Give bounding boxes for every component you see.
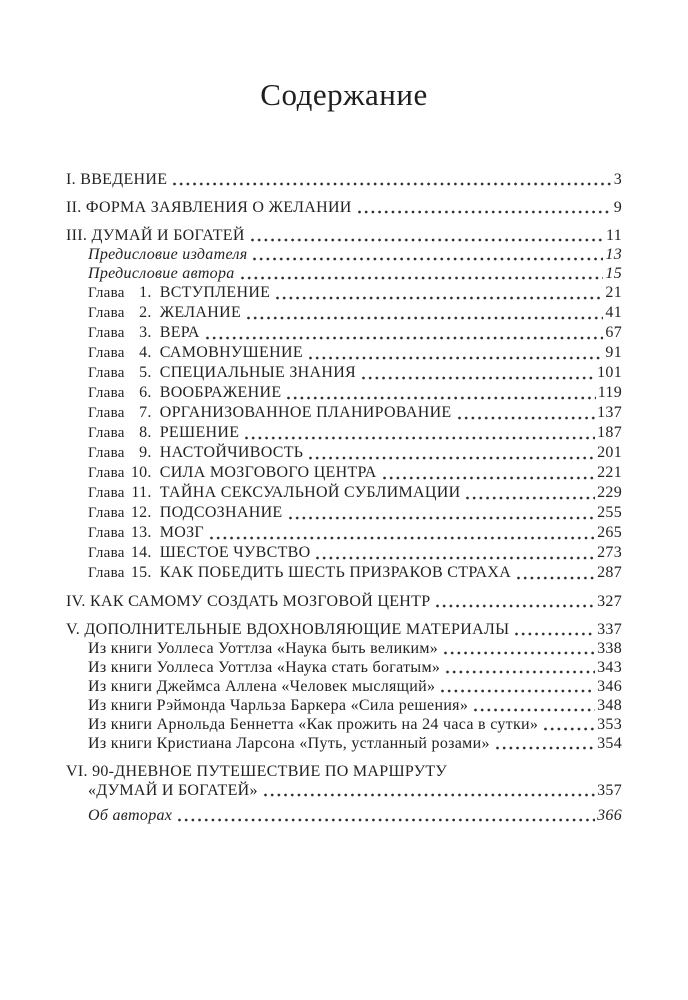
chapter-word: Глава xyxy=(88,305,125,321)
toc-entry-page: 9 xyxy=(613,199,622,216)
dot-leader xyxy=(209,536,595,540)
toc-entry-page: 13 xyxy=(605,246,622,263)
toc-entry-page: 348 xyxy=(597,697,622,714)
toc-entry-preface xyxy=(66,264,622,283)
dot-leader xyxy=(361,376,595,380)
toc-entry-page: 357 xyxy=(597,782,622,799)
chapter-title: МОЗГ xyxy=(159,524,204,541)
toc-entry-page: 15 xyxy=(605,265,622,282)
chapter-word: Глава xyxy=(88,525,125,541)
toc-chapter-label xyxy=(88,563,511,583)
chapter-word: Глава xyxy=(88,445,125,461)
toc-entry-sub xyxy=(66,658,622,677)
toc-entry-section xyxy=(66,226,622,245)
toc-entry-page: 3 xyxy=(613,171,622,188)
dot-leader xyxy=(443,651,595,655)
toc-entry-chapter xyxy=(66,443,622,463)
toc-entry-section xyxy=(66,592,622,611)
dot-leader xyxy=(514,632,595,636)
dot-leader xyxy=(457,416,596,420)
toc-entry-chapter xyxy=(66,543,622,563)
dot-leader xyxy=(275,296,603,300)
toc-entry-page: 287 xyxy=(597,564,622,581)
dot-leader xyxy=(205,336,604,340)
dot-leader xyxy=(240,276,604,280)
toc-entry-label: VI. 90-ДНЕВНОЕ ПУТЕШЕСТВИЕ ПО МАРШРУТУ xyxy=(66,763,448,780)
toc-entry-page: 11 xyxy=(605,227,622,244)
toc-entry-label: Об авторах xyxy=(88,807,173,824)
toc-entry-sub xyxy=(66,639,622,658)
toc-entry-page: 91 xyxy=(605,344,622,361)
toc-chapter-label xyxy=(88,483,460,503)
chapter-number: 9. xyxy=(139,444,152,461)
toc-entry-page: 343 xyxy=(597,659,622,676)
dot-leader xyxy=(445,670,595,674)
toc-list xyxy=(66,170,622,825)
toc-entry-chapter xyxy=(66,383,622,403)
chapter-title: НАСТОЙЧИВОСТЬ xyxy=(159,444,304,461)
toc-entry-label: Предисловие автора xyxy=(88,265,235,282)
dot-leader xyxy=(250,238,604,242)
dot-leader xyxy=(308,456,595,460)
toc-entry-page: 137 xyxy=(597,404,622,421)
toc-entry-sub xyxy=(66,696,622,715)
toc-entry-chapter xyxy=(66,343,622,363)
toc-entry-label: III. ДУМАЙ И БОГАТЕЙ xyxy=(66,227,245,244)
chapter-number: 2. xyxy=(139,304,152,321)
chapter-title: ВЕРА xyxy=(159,324,200,341)
dot-leader xyxy=(315,556,595,560)
toc-entry-label: I. ВВЕДЕНИЕ xyxy=(66,171,168,188)
toc-entry-page: 221 xyxy=(597,464,622,481)
toc-entry-page: 366 xyxy=(597,807,622,824)
toc-entry-page: 337 xyxy=(597,621,622,638)
dot-leader xyxy=(465,496,595,500)
dot-leader xyxy=(263,793,595,797)
chapter-word: Глава xyxy=(88,545,125,561)
dot-leader xyxy=(286,396,595,400)
toc-entry-label-continued: «ДУМАЙ И БОГАТЕЙ» xyxy=(88,782,258,799)
toc-entry-section xyxy=(66,198,622,217)
toc-entry-sub xyxy=(66,734,622,753)
dot-leader xyxy=(382,476,596,480)
chapter-word: Глава xyxy=(88,365,125,381)
chapter-title: СПЕЦИАЛЬНЫЕ ЗНАНИЯ xyxy=(159,364,357,381)
chapter-number: 14. xyxy=(130,544,152,561)
toc-entry-sub xyxy=(66,715,622,734)
dot-leader xyxy=(495,746,595,750)
chapter-number: 4. xyxy=(139,344,152,361)
toc-entry-page: 201 xyxy=(597,444,622,461)
chapter-number: 8. xyxy=(139,424,152,441)
toc-entry-label: Из книги Арнольда Беннетта «Как прожить на 24 часа в сутки» xyxy=(88,716,539,733)
toc-chapter-label xyxy=(88,303,241,323)
dot-leader xyxy=(516,576,595,580)
dot-leader xyxy=(177,818,595,822)
toc-entry-label: Из книги Джеймса Аллена «Человек мыслящий» xyxy=(88,678,436,695)
toc-chapter-label xyxy=(88,363,356,383)
dot-leader xyxy=(357,210,612,214)
dot-leader xyxy=(288,516,596,520)
toc-chapter-label xyxy=(88,443,303,463)
toc-entry-chapter xyxy=(66,523,622,543)
toc-chapter-label xyxy=(88,343,303,363)
toc-entry-chapter xyxy=(66,563,622,583)
chapter-title: ПОДСОЗНАНИЕ xyxy=(159,504,283,521)
chapter-word: Глава xyxy=(88,325,125,341)
chapter-number: 12. xyxy=(130,504,152,521)
chapter-number: 7. xyxy=(139,404,152,421)
chapter-word: Глава xyxy=(88,345,125,361)
toc-entry-page: 101 xyxy=(597,364,622,381)
toc-entry-page: 187 xyxy=(597,424,622,441)
dot-leader xyxy=(473,708,595,712)
dot-leader xyxy=(252,257,603,261)
chapter-word: Глава xyxy=(88,385,125,401)
toc-entry-chapter xyxy=(66,363,622,383)
toc-entry-chapter xyxy=(66,503,622,523)
toc-entry-chapter xyxy=(66,423,622,443)
toc-entry-page: 265 xyxy=(597,524,622,541)
toc-entry-page: 255 xyxy=(597,504,622,521)
toc-entry-line1 xyxy=(66,762,622,781)
toc-chapter-label xyxy=(88,283,270,303)
toc-chapter-label xyxy=(88,543,310,563)
toc-chapter-label xyxy=(88,463,377,483)
chapter-word: Глава xyxy=(88,565,125,581)
toc-entry-preface xyxy=(66,245,622,264)
toc-entry-line2 xyxy=(66,781,622,800)
dot-leader xyxy=(244,436,595,440)
toc-entry-page: 354 xyxy=(597,735,622,752)
toc-entry-label: Из книги Уоллеса Уоттлза «Наука быть великим» xyxy=(88,640,439,657)
chapter-number: 1. xyxy=(139,284,152,301)
chapter-word: Глава xyxy=(88,505,125,521)
toc-chapter-label xyxy=(88,423,239,443)
dot-leader xyxy=(246,316,603,320)
toc-entry-label: Предисловие издателя xyxy=(88,246,248,263)
chapter-number: 13. xyxy=(130,524,152,541)
toc-entry-page: 327 xyxy=(597,593,622,610)
toc-entry-section xyxy=(66,170,622,189)
toc-entry-label: Из книги Рэймонда Чарльза Баркера «Сила решения» xyxy=(88,697,469,714)
chapter-title: ВООБРАЖЕНИЕ xyxy=(159,384,282,401)
toc-entry-chapter xyxy=(66,403,622,423)
chapter-number: 11. xyxy=(131,484,152,501)
toc-entry-label: V. ДОПОЛНИТЕЛЬНЫЕ ВДОХНОВЛЯЮЩИЕ МАТЕРИАЛЫ xyxy=(66,621,510,638)
toc-chapter-label xyxy=(88,383,281,403)
toc-entry-page: 41 xyxy=(605,304,622,321)
dot-leader xyxy=(172,182,611,186)
dot-leader xyxy=(543,727,595,731)
toc-entry-chapter xyxy=(66,323,622,343)
chapter-number: 10. xyxy=(130,464,152,481)
toc-chapter-label xyxy=(88,523,204,543)
toc-entry-label: Из книги Уоллеса Уоттлза «Наука стать богатым» xyxy=(88,659,441,676)
toc-entry-chapter xyxy=(66,483,622,503)
chapter-number: 5. xyxy=(139,364,152,381)
dot-leader xyxy=(435,604,595,608)
chapter-word: Глава xyxy=(88,285,125,301)
chapter-title: ШЕСТОЕ ЧУВСТВО xyxy=(159,544,311,561)
toc-entry-page: 273 xyxy=(597,544,622,561)
chapter-word: Глава xyxy=(88,405,125,421)
chapter-word: Глава xyxy=(88,465,125,481)
toc-entry-label: IV. КАК САМОМУ СОЗДАТЬ МОЗГОВОЙ ЦЕНТР xyxy=(66,593,431,610)
toc-entry-label: II. ФОРМА ЗАЯВЛЕНИЯ О ЖЕЛАНИИ xyxy=(66,199,352,216)
toc-chapter-label xyxy=(88,323,200,343)
dot-leader xyxy=(440,689,595,693)
toc-entry-section xyxy=(66,620,622,639)
toc-entry-page: 119 xyxy=(597,384,622,401)
chapter-title: СИЛА МОЗГОВОГО ЦЕНТРА xyxy=(159,464,377,481)
chapter-title: САМОВНУШЕНИЕ xyxy=(159,344,303,361)
toc-entry-label: Из книги Кристиана Ларсона «Путь, устланный розами» xyxy=(88,735,490,752)
chapter-title: КАК ПОБЕДИТЬ ШЕСТЬ ПРИЗРАКОВ СТРАХА xyxy=(159,564,512,581)
toc-entry-about xyxy=(66,806,622,825)
toc-entry-page: 67 xyxy=(605,324,622,341)
chapter-title: ОРГАНИЗОВАННОЕ ПЛАНИРОВАНИЕ xyxy=(159,404,452,421)
chapter-title: ЖЕЛАНИЕ xyxy=(159,304,242,321)
dot-leader xyxy=(308,356,603,360)
page-title: Содержание xyxy=(260,77,428,112)
toc-entry-page: 229 xyxy=(597,484,622,501)
toc-entry-chapter xyxy=(66,303,622,323)
chapter-title: ТАЙНА СЕКСУАЛЬНОЙ СУБЛИМАЦИИ xyxy=(159,484,461,501)
toc-entry-chapter xyxy=(66,283,622,303)
chapter-word: Глава xyxy=(88,425,125,441)
chapter-number: 15. xyxy=(130,564,152,581)
toc-entry-page: 21 xyxy=(605,284,622,301)
toc-entry-chapter xyxy=(66,463,622,483)
toc-entry-page: 338 xyxy=(597,640,622,657)
chapter-title: ВСТУПЛЕНИЕ xyxy=(159,284,271,301)
toc-entry-page: 353 xyxy=(597,716,622,733)
toc-chapter-label xyxy=(88,403,452,423)
toc-entry-sub xyxy=(66,677,622,696)
chapter-word: Глава xyxy=(88,485,125,501)
chapter-number: 3. xyxy=(139,324,152,341)
toc-entry-section2 xyxy=(66,762,622,800)
toc-chapter-label xyxy=(88,503,283,523)
chapter-number: 6. xyxy=(139,384,152,401)
toc-entry-page: 346 xyxy=(597,678,622,695)
chapter-title: РЕШЕНИЕ xyxy=(159,424,240,441)
